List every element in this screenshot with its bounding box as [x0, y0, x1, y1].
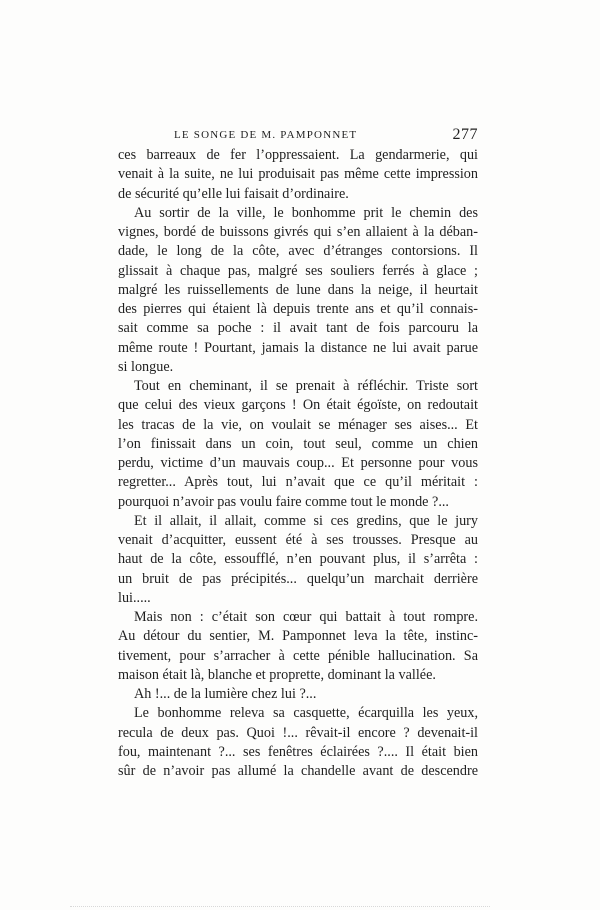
text-line: glissait à chaque pas, malgré ses souliers ferrés à glace ;: [118, 262, 478, 279]
text-line: tivement, pour s’arracher à cette pénible hallucination. Sa: [118, 647, 478, 664]
text-line: regretter... Après tout, lui n’avait que ce qu’il méritait :: [118, 474, 478, 491]
text-line: Au détour du sentier, M. Pamponnet leva la tête, instinc-: [118, 628, 478, 645]
text-line: venait d’acquitter, eussent été à ses trousses. Presque au: [118, 532, 478, 548]
text-line: perdu, victime d’un mauvais coup... Et personne pour vous: [118, 455, 478, 471]
text-line: Le bonhomme releva sa casquette, écarquilla les yeux,: [134, 705, 478, 722]
body-text: [118, 146, 478, 781]
text-line: l’on finissait dans un coin, tout seul, comme un chien: [118, 435, 478, 452]
text-line: fou, maintenant ?... ses fenêtres éclairées ?.... Il était bien: [118, 743, 478, 760]
text-line: que celui des vieux garçons ! On était égoïste, on redoutait: [118, 397, 478, 414]
running-head-title: LE SONGE DE M. PAMPONNET: [174, 129, 358, 141]
text-line: malgré les ruissellements de lune dans la neige, il heurtait: [118, 281, 478, 298]
text-line: un bruit de pas précipités... quelqu’un marchait derrière: [118, 570, 478, 587]
text-line: sûr de n’avoir pas allumé la chandelle avant de descendre: [118, 763, 478, 779]
text-line: recula de deux pas. Quoi !... rêvait-il encore ? devenait-il: [118, 724, 478, 741]
text-line: les tracas de la vie, on voulait se ménager ses aises... Et: [118, 416, 478, 433]
text-line: même route ! Pourtant, jamais la distance ne lui avait parue: [118, 339, 478, 356]
text-line: ces barreaux de fer l’oppressaient. La gendarmerie, qui: [118, 147, 478, 163]
text-line: haut de la côte, essoufflé, n’en pouvant plus, il s’arrêta :: [118, 551, 478, 568]
text-line: maison était là, blanche et proprette, dominant la vallée.: [118, 666, 436, 683]
text-line: Et il allait, il allait, comme si ces gredins, que le jury: [134, 512, 478, 529]
text-line: pourquoi n’avoir pas voulu faire comme tout le monde ?...: [118, 493, 449, 510]
text-line: si longue.: [118, 358, 174, 375]
text-line: de sécurité qu’elle lui faisait d’ordinaire.: [118, 185, 349, 202]
text-line: Tout en cheminant, il se prenait à réfléchir. Triste sort: [134, 378, 478, 394]
text-line: vignes, bordé de buissons givrés qui s’en allaient à la déban-: [118, 224, 478, 240]
text-line: venait à la suite, ne lui produisait pas même cette impression: [118, 166, 478, 183]
page-number: 277: [452, 126, 478, 143]
text-line: Au sortir de la ville, le bonhomme prit le chemin des: [134, 204, 478, 221]
text-line: lui.....: [118, 589, 151, 606]
text-line: sait comme sa poche : il avait tant de fois parcouru la: [118, 320, 478, 337]
text-line: Mais non : c’était son cœur qui battait à tout rompre.: [134, 609, 478, 625]
scan-artifact-divider: [70, 902, 490, 907]
running-head: [118, 126, 478, 146]
text-line: dade, le long de la côte, avec d’étranges contorsions. Il: [118, 243, 478, 260]
text-line: Ah !... de la lumière chez lui ?...: [134, 686, 317, 702]
text-line: des pierres qui étaient là depuis trente ans et qu’il connais-: [118, 301, 478, 317]
